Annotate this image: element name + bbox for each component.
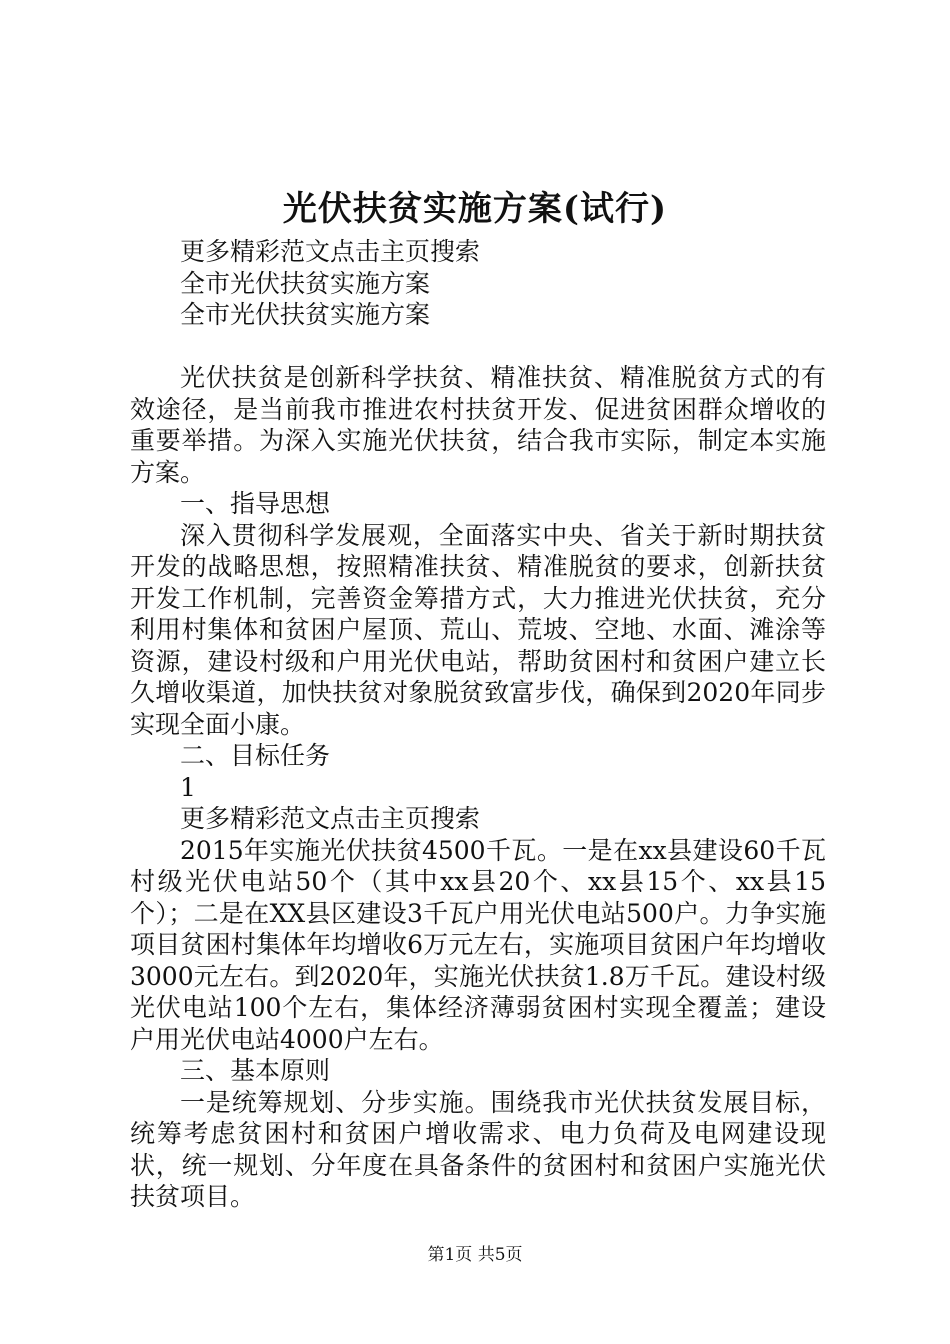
- section3-heading: 三、基本原则: [180, 1056, 331, 1085]
- page-footer: 第1页 共5页: [427, 1245, 523, 1265]
- promo-line-top: 更多精彩范文点击主页搜索: [180, 237, 481, 266]
- document-title: 光伏扶贫实施方案(试行): [282, 189, 668, 229]
- section1-heading: 一、指导思想: [180, 489, 331, 518]
- page-marker: 1: [180, 772, 196, 802]
- section3-paragraph: 一是统筹规划、分步实施。围绕我市光伏扶贫发展目标，统筹考虑贫困村和贫困户增收需求、电力负荷及电网建设现状，统一规划、分年度在具备条件的贫困村和贫困户实施光伏扶贫项目。: [130, 1087, 826, 1211]
- blank-line: [130, 331, 826, 363]
- section2-paragraph: 2015年实施光伏扶贫4500千瓦。一是在xx县建设60千瓦村级光伏电站50个（其中xx县20个、xx县15个、xx县15个）；二是在XX县区建设3千瓦户用光伏电站500户。力争实施项目贫困村集体年均增收6万元左右，实施项目贫困户年均增收3000元左右。到2020年，实施光伏扶贫1.8万千瓦。建设村级光伏电站100个左右，集体经济薄弱贫困村实现全覆盖；建设户用光伏电站4000户左右。: [130, 835, 826, 1054]
- subtitle-line-2: 全市光伏扶贫实施方案: [180, 300, 431, 329]
- document-body: [130, 236, 826, 1213]
- subtitle-line-1: 全市光伏扶贫实施方案: [180, 268, 431, 298]
- promo-line-middle: 更多精彩范文点击主页搜索: [180, 804, 481, 833]
- section2-heading: 二、目标任务: [180, 741, 331, 770]
- section1-paragraph: 深入贯彻科学发展观，全面落实中央、省关于新时期扶贫开发的战略思想，按照精准扶贫、精准脱贫的要求，创新扶贫开发工作机制，完善资金筹措方式，大力推进光伏扶贫，充分利用村集体和贫困户屋顶、荒山、荒坡、空地、水面、滩涂等资源，建设村级和户用光伏电站，帮助贫困村和贫困户建立长久增收渠道，加快扶贫对象脱贫致富步伐，确保到2020年同步实现全面小康。: [130, 520, 826, 739]
- intro-paragraph: 光伏扶贫是创新科学扶贫、精准扶贫、精准脱贫方式的有效途径，是当前我市推进农村扶贫开发、促进贫困群众增收的重要举措。为深入实施光伏扶贫，结合我市实际，制定本实施方案。: [130, 363, 826, 487]
